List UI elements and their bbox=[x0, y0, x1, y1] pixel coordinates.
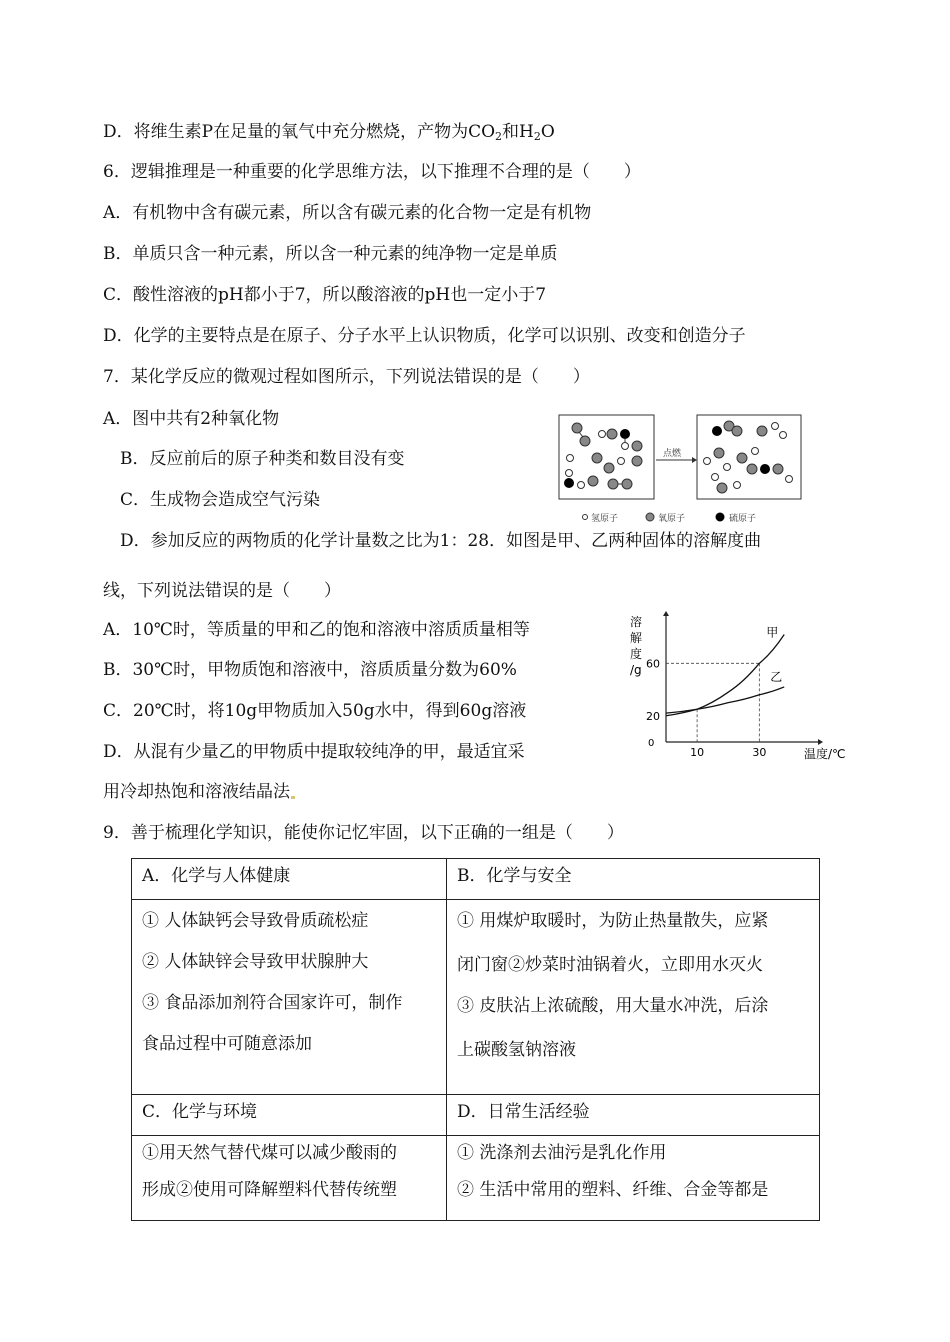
solubility-chart bbox=[618, 614, 846, 762]
legend-oxygen: 氧原子 bbox=[658, 514, 686, 524]
q6-option-a: A．有机物中含有碳元素，所以含有碳元素的化合物一定是有机物 bbox=[103, 203, 592, 223]
legend-sulfur-icon bbox=[716, 513, 725, 522]
q8-option-b: B．30℃时，甲物质饱和溶液中，溶质质量分数为60% bbox=[103, 660, 517, 680]
q8-option-d-cont: 用冷却热饱和溶液结晶法 bbox=[103, 781, 295, 803]
y-axis-arrow bbox=[663, 611, 669, 616]
q7-option-b: B．反应前后的原子种类和数目没有变 bbox=[120, 449, 405, 469]
cell-a-line: ① 人体缺钙会导致骨质疏松症 bbox=[142, 911, 369, 931]
cell-a-line: 食品过程中可随意添加 bbox=[142, 1034, 312, 1054]
cell-c-line: 形成②使用可降解塑料代替传统塑 bbox=[142, 1180, 397, 1200]
cell-d-body bbox=[447, 1136, 820, 1221]
legend-hydrogen-icon bbox=[583, 515, 588, 520]
q5-option-d: D．将维生素P在足量的氧气中充分燃烧，产物为$CO_2$和$H_2O$ bbox=[103, 122, 555, 143]
solubility-chart-svg bbox=[618, 614, 846, 762]
q9-stem: 9．善于梳理化学知识，能使你记忆牢固，以下正确的一组是（ ） bbox=[103, 823, 624, 843]
cell-b-line: 上碳酸氢钠溶液 bbox=[457, 1040, 576, 1060]
y-axis-label: /g bbox=[630, 663, 642, 677]
q6-stem: 6．逻辑推理是一种重要的化学思维方法，以下推理不合理的是（ ） bbox=[103, 162, 641, 182]
cell-c-head: C．化学与环境 bbox=[132, 1095, 447, 1136]
edit-mark bbox=[291, 796, 295, 799]
q9-table bbox=[131, 858, 820, 1221]
q8-option-a: A．10℃时，等质量的甲和乙的饱和溶液中溶质质量相等 bbox=[103, 620, 530, 640]
arrow-label: 点燃 bbox=[663, 449, 682, 459]
q6-option-b: B．单质只含一种元素，所以含一种元素的纯净物一定是单质 bbox=[103, 244, 558, 264]
cell-a-head: A．化学与人体健康 bbox=[132, 859, 447, 900]
series-label: 甲 bbox=[766, 625, 779, 640]
series-label: 乙 bbox=[770, 669, 783, 684]
legend-sulfur: 硫原子 bbox=[729, 514, 757, 524]
y-axis-label: 解 bbox=[630, 631, 643, 645]
q8-option-d: D．从混有少量乙的甲物质中提取较纯净的甲，最适宜采 bbox=[103, 742, 525, 762]
y-tick-label: 60 bbox=[646, 657, 660, 671]
q8-stem: 线，下列说法错误的是（ ） bbox=[103, 581, 341, 601]
q7-option-d: D．参加反应的两物质的化学计量数之比为1：28．如图是甲、乙两种固体的溶解度曲 bbox=[120, 531, 762, 551]
x-tick-label: 30 bbox=[752, 746, 767, 759]
cell-b-line: ① 用煤炉取暖时，为防止热量散失，应紧 bbox=[457, 911, 769, 931]
y-axis-label: 溶 bbox=[630, 615, 643, 629]
x-tick-label: 10 bbox=[690, 746, 705, 759]
cell-a-line: ② 人体缺锌会导致甲状腺肿大 bbox=[142, 952, 369, 972]
q6-option-c: C．酸性溶液的pH都小于7，所以酸溶液的pH也一定小于7 bbox=[103, 285, 547, 305]
q7-option-c: C．生成物会造成空气污染 bbox=[120, 490, 321, 510]
cell-b-line: ③ 皮肤沾上浓硫酸，用大量水冲洗，后涂 bbox=[457, 996, 769, 1016]
cell-a-body bbox=[132, 900, 447, 1095]
reaction-diagram bbox=[557, 413, 807, 531]
q8-option-c: C．20℃时，将10g甲物质加入50g水中，得到60g溶液 bbox=[103, 701, 527, 721]
series-line-jia bbox=[666, 634, 784, 713]
legend-oxygen-icon bbox=[646, 513, 654, 521]
origin-label: 0 bbox=[648, 738, 655, 749]
cell-a-line: ③ 食品添加剂符合国家许可，制作 bbox=[142, 993, 403, 1013]
cell-c-line: ①用天然气替代煤可以减少酸雨的 bbox=[142, 1143, 397, 1163]
q6-option-d: D．化学的主要特点是在原子、分子水平上认识物质，化学可以识别、改变和创造分子 bbox=[103, 326, 746, 346]
cell-d-line: ① 洗涤剂去油污是乳化作用 bbox=[457, 1143, 667, 1163]
x-axis-arrow bbox=[818, 739, 823, 745]
cell-b-line: 闭门窗②炒菜时油锅着火，立即用水灭火 bbox=[457, 955, 763, 975]
y-tick-label: 20 bbox=[646, 709, 660, 723]
cell-d-line: ② 生活中常用的塑料、纤维、合金等都是 bbox=[457, 1180, 769, 1200]
after-box bbox=[697, 415, 801, 499]
y-axis-label: 度 bbox=[630, 647, 643, 661]
legend-hydrogen: 氢原子 bbox=[591, 514, 619, 524]
cell-d-head: D．日常生活经验 bbox=[447, 1095, 820, 1136]
q7-option-a: A．图中共有2种氧化物 bbox=[103, 409, 280, 429]
q7-stem: 7．某化学反应的微观过程如图所示，下列说法错误的是（ ） bbox=[103, 367, 590, 387]
cell-c-body bbox=[132, 1136, 447, 1221]
reaction-arrowhead bbox=[692, 457, 697, 463]
cell-b-body bbox=[447, 900, 820, 1095]
x-axis-label: 温度/℃ bbox=[804, 747, 846, 761]
cell-b-head: B．化学与安全 bbox=[447, 859, 820, 900]
